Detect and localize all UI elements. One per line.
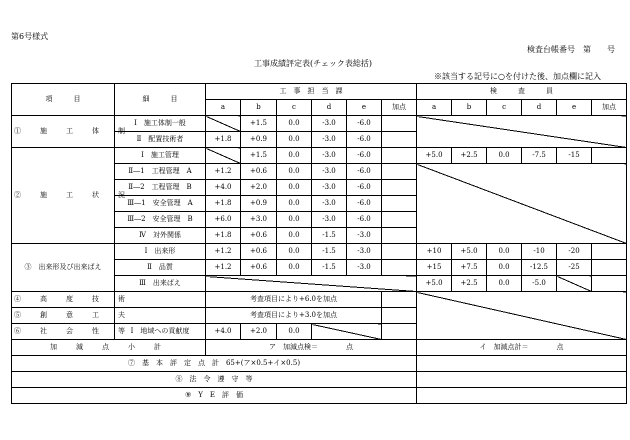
- row-label-construction-status: ② 施 工 状 況: [12, 148, 115, 244]
- table-row: [12, 116, 627, 132]
- inspector-score-cell: -12.5: [522, 260, 557, 276]
- empty-diagonal-cell: [206, 276, 417, 292]
- inspector-score-cell: +10: [417, 244, 452, 260]
- points-input[interactable]: [382, 196, 417, 212]
- inspector-score-cell: 0.0: [487, 244, 522, 260]
- score-cell: -1.5: [312, 260, 347, 276]
- inspector-score-cell: +5.0: [452, 244, 487, 260]
- sub-header-c: c: [487, 100, 522, 116]
- table-row: [12, 372, 627, 388]
- score-cell: +0.9: [241, 132, 277, 148]
- score-cell: -1.5: [312, 228, 347, 244]
- score-cell: -3.0: [347, 244, 382, 260]
- score-cell: -6.0: [347, 196, 382, 212]
- row-label-compliance: ⑧ 法 令 遵 守 等: [12, 372, 417, 388]
- score-cell: +1.8: [206, 196, 241, 212]
- col-header-item: 項 目: [12, 84, 115, 116]
- score-cell: +1.8: [206, 132, 241, 148]
- evaluation-table: [11, 83, 627, 404]
- sub-header-d: d: [522, 100, 557, 116]
- inspector-score-cell: -10: [522, 244, 557, 260]
- detail-label: Ⅰ 地域への貢献度: [115, 324, 206, 340]
- sub-header-points: 加点: [382, 100, 417, 116]
- points-input[interactable]: [382, 308, 417, 324]
- score-cell: +1.2: [206, 164, 241, 180]
- points-input[interactable]: [382, 324, 417, 340]
- inspector-points-input[interactable]: [592, 260, 627, 276]
- score-cell: 0.0: [277, 324, 312, 340]
- empty-diagonal-cell: [206, 116, 241, 132]
- inspector-score-cell: 0.0: [487, 260, 522, 276]
- subtotal-a[interactable]: ア 加減点検＝ 点: [206, 340, 417, 356]
- inspector-score-cell: -7.5: [522, 148, 557, 164]
- instruction-note: ※該当する記号に○を付けた後、加点欄に記入: [434, 72, 601, 81]
- header-row-1: [12, 84, 627, 100]
- score-cell: +1.2: [206, 260, 241, 276]
- detail-label: Ⅰ 出来形: [115, 244, 206, 260]
- row-label-construction-system: ① 施 工 体 制: [12, 116, 115, 148]
- sub-header-d: d: [312, 100, 347, 116]
- detail-label: Ⅳ 対外関係: [115, 228, 206, 244]
- inspector-score-cell: +5.0: [417, 148, 452, 164]
- inspector-na-block: [417, 292, 627, 340]
- score-cell: +2.0: [241, 324, 277, 340]
- score-cell: +0.9: [241, 196, 277, 212]
- table-row: [12, 148, 627, 164]
- points-input[interactable]: [382, 260, 417, 276]
- row-label-social: ⑥ 社 会 性 等: [12, 324, 115, 340]
- score-cell: +0.6: [241, 228, 277, 244]
- score-cell: 0.0: [277, 148, 312, 164]
- inspector-score-cell: +2.5: [452, 276, 487, 292]
- score-cell: -3.0: [347, 260, 382, 276]
- compliance-input[interactable]: [417, 372, 627, 388]
- sub-header-e: e: [347, 100, 382, 116]
- row-label-ye-eval: ⑨ Y E 評 価: [12, 388, 417, 404]
- inspector-score-cell: 0.0: [487, 148, 522, 164]
- inspector-score-cell: +5.0: [417, 276, 452, 292]
- col-header-inspector: 検 査 員: [417, 84, 627, 100]
- score-cell: 0.0: [277, 260, 312, 276]
- score-cell: +2.0: [241, 180, 277, 196]
- score-cell: 0.0: [277, 196, 312, 212]
- inspector-points-input[interactable]: [592, 148, 627, 164]
- score-cell: +1.5: [241, 148, 277, 164]
- score-cell: +4.0: [206, 324, 241, 340]
- score-cell: +3.0: [241, 212, 277, 228]
- points-input[interactable]: [382, 228, 417, 244]
- row-label-ingenuity: ⑤ 創 意 工 夫: [12, 308, 115, 324]
- inspector-score-cell: -25: [557, 260, 592, 276]
- score-cell: -6.0: [347, 132, 382, 148]
- points-input[interactable]: [382, 292, 417, 308]
- row-label-base-score: ⑦ 基 本 評 定 点 計 65+(ア×0.5+イ×0.5): [12, 356, 417, 372]
- col-header-dept: 工 事 担 当 課: [206, 84, 417, 100]
- inspector-points-input[interactable]: [592, 244, 627, 260]
- score-cell: +0.6: [241, 164, 277, 180]
- points-input[interactable]: [382, 132, 417, 148]
- detail-label: Ⅲ 出来ばえ: [115, 276, 206, 292]
- score-cell: -3.0: [312, 212, 347, 228]
- inspector-score-cell: +15: [417, 260, 452, 276]
- table-row: [12, 340, 627, 356]
- base-score-input[interactable]: [417, 356, 627, 372]
- table-row: [12, 244, 627, 260]
- empty-diagonal-cell: [312, 324, 382, 340]
- score-cell: -3.0: [312, 180, 347, 196]
- score-cell: -6.0: [347, 116, 382, 132]
- subtotal-b[interactable]: イ 加減点計＝ 点: [417, 340, 627, 356]
- score-cell: +1.8: [206, 228, 241, 244]
- score-cell: -6.0: [347, 212, 382, 228]
- table-row: [12, 292, 627, 308]
- points-input[interactable]: [382, 148, 417, 164]
- score-cell: -3.0: [312, 196, 347, 212]
- sub-header-b: b: [452, 100, 487, 116]
- inspector-score-cell: -5.0: [522, 276, 557, 292]
- points-input[interactable]: [382, 180, 417, 196]
- score-cell: -3.0: [312, 148, 347, 164]
- empty-diagonal-cell: [557, 276, 592, 292]
- table-row: [12, 356, 627, 372]
- page-title: 工事成績評定表(チェック表総括): [254, 59, 373, 68]
- inspector-na-block: [417, 164, 627, 244]
- table-row: [12, 388, 627, 404]
- sub-header-a: a: [206, 100, 241, 116]
- score-cell: 0.0: [277, 180, 312, 196]
- score-cell: -3.0: [347, 228, 382, 244]
- detail-label: Ⅱ 配置技術者: [115, 132, 206, 148]
- inspector-score-cell: 0.0: [487, 276, 522, 292]
- sub-header-c: c: [277, 100, 312, 116]
- inspector-score-cell: +2.5: [452, 148, 487, 164]
- points-input[interactable]: [382, 164, 417, 180]
- score-cell: 0.0: [277, 228, 312, 244]
- detail-label: Ⅰ 施工管理: [115, 148, 206, 164]
- empty-diagonal-cell: [206, 148, 241, 164]
- score-cell: -6.0: [347, 148, 382, 164]
- sub-header-b: b: [241, 100, 277, 116]
- points-input[interactable]: [382, 244, 417, 260]
- ye-eval-input[interactable]: [417, 388, 627, 404]
- form-number: 第6号様式: [11, 32, 49, 41]
- score-cell: +6.0: [206, 212, 241, 228]
- score-cell: +1.2: [206, 244, 241, 260]
- detail-label: Ⅰ 施工体制一般: [115, 116, 206, 132]
- score-cell: +0.6: [241, 260, 277, 276]
- col-header-detail: 細 目: [115, 84, 206, 116]
- detail-label: Ⅱ―1 工程管理 A: [115, 164, 206, 180]
- score-cell: +4.0: [206, 180, 241, 196]
- detail-label: Ⅲ―2 安全管理 B: [115, 212, 206, 228]
- detail-label: Ⅱ 品質: [115, 260, 206, 276]
- score-cell: -6.0: [347, 164, 382, 180]
- detail-label: Ⅲ―1 安全管理 A: [115, 196, 206, 212]
- sub-header-e: e: [557, 100, 592, 116]
- ledger-number-label: 検査台帳番号 第 号: [527, 45, 615, 54]
- row-label-workmanship: ③ 出来形及び出来ばえ: [12, 244, 115, 292]
- score-cell: 0.0: [277, 244, 312, 260]
- score-cell: -1.5: [312, 244, 347, 260]
- score-cell: -3.0: [312, 116, 347, 132]
- score-cell: +1.5: [241, 116, 277, 132]
- inspector-points-input[interactable]: [592, 276, 627, 292]
- score-cell: -6.0: [347, 180, 382, 196]
- score-cell: -3.0: [312, 132, 347, 148]
- inspector-score-cell: -15: [557, 148, 592, 164]
- bonus-note: 考査項目により+6.0を加点: [206, 292, 382, 308]
- sub-header-a: a: [417, 100, 452, 116]
- detail-label: Ⅱ―2 工程管理 B: [115, 180, 206, 196]
- inspector-score-cell: +7.5: [452, 260, 487, 276]
- score-cell: +0.6: [241, 244, 277, 260]
- score-cell: 0.0: [277, 164, 312, 180]
- inspector-score-cell: -20: [557, 244, 592, 260]
- score-cell: 0.0: [277, 212, 312, 228]
- bonus-note: 考査項目により+3.0を加点: [206, 308, 382, 324]
- points-input[interactable]: [382, 116, 417, 132]
- points-input[interactable]: [382, 212, 417, 228]
- inspector-na-block: [417, 116, 627, 148]
- sub-header-points: 加点: [592, 100, 627, 116]
- score-cell: 0.0: [277, 132, 312, 148]
- score-cell: 0.0: [277, 116, 312, 132]
- row-label-subtotal: 加 減 点 小 計: [12, 340, 206, 356]
- row-label-advanced-tech: ④ 高 度 技 術: [12, 292, 115, 308]
- score-cell: -3.0: [312, 164, 347, 180]
